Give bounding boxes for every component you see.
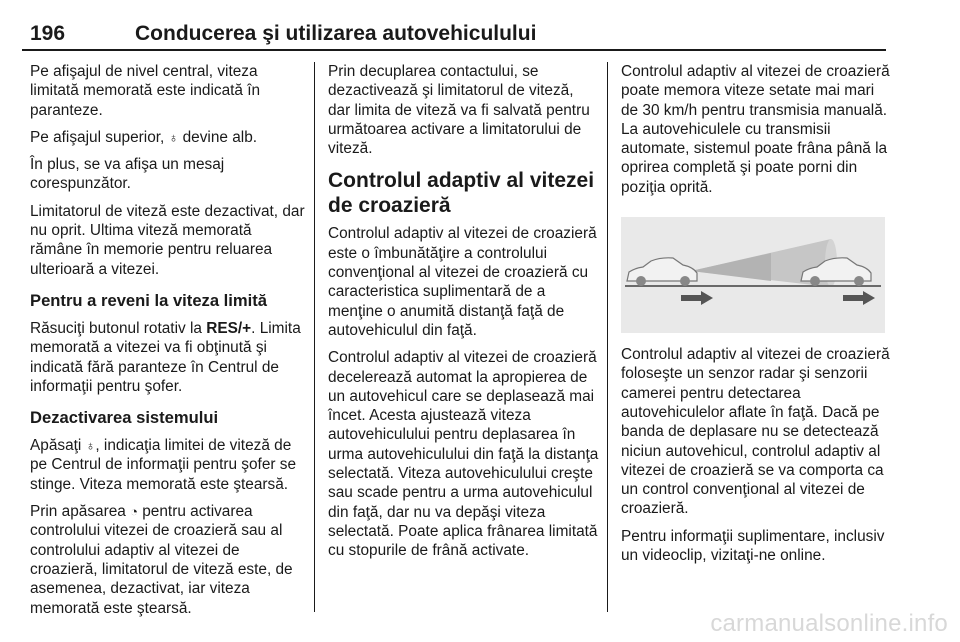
- paragraph: Controlul adaptiv al vitezei de croazieră decelerează automat la apropierea de un autovehicul care se deplasează mai încet. Acesta ajustează viteza autovehiculului pentru deplasarea în urma autovehiculului din faţă la distanţa selectată. Viteza autovehiculului creşte sau scade pentru a urma autovehiculul din faţă, dar nu va depăşi viteza selectată. Poate aplica frânarea limitată cu stopurile de frână activate.: [328, 349, 599, 560]
- text: Răsuciţi butonul rotativ la: [30, 319, 207, 337]
- text-column-3: [621, 62, 891, 573]
- speedometer-icon: ♁: [85, 438, 96, 454]
- page-number: 196: [30, 22, 66, 45]
- paragraph: În plus, se va afişa un mesaj corespunzător.: [30, 156, 225, 193]
- road-line: [625, 285, 881, 287]
- section-title: Controlul adaptiv al vitezei de croazieră: [328, 169, 595, 218]
- paragraph: Controlul adaptiv al vitezei de croazieră este o îmbunătăţire a controlului convenţional al vitezei de croazieră cu caracteristica suplimentară de a menţine o anumită distanţă faţă de autovehiculul din faţă.: [328, 225, 597, 339]
- text: devine alb.: [178, 128, 258, 146]
- page-header: [22, 0, 886, 50]
- header-divider: [22, 49, 886, 51]
- column-divider: [607, 62, 608, 612]
- text: Prin apăsarea: [30, 503, 131, 521]
- text-column-2: [328, 62, 600, 569]
- radar-illustration: [621, 217, 885, 333]
- section-heading: Pentru a reveni la viteza limită: [30, 290, 268, 310]
- column-divider: [314, 62, 315, 612]
- paragraph: Prin decuplarea contactului, se dezactivează şi limitatorul de viteză, dar limita de viteză va fi salvată pentru următoarea activare a limitatorului de viteză.: [328, 63, 590, 158]
- text: pentru activarea controlului vitezei de croazieră sau al controlului adaptiv al vitezei de croazieră, limitatorul de viteză este, de asemenea, dezactivat, iar viteza memorată este ştearsă.: [30, 503, 293, 617]
- text: Pe afişajul superior,: [30, 128, 169, 146]
- paragraph: [30, 319, 306, 396]
- page-title: Conducerea şi utilizarea autovehiculului: [135, 22, 537, 45]
- speedometer-icon: ♁: [168, 129, 179, 145]
- radar-diagram: [621, 217, 885, 333]
- watermark: carmanualsonline.info: [710, 610, 948, 637]
- text: . Limita memorată a vitezei va fi obţinută şi indicată fără paranteze în Centrul de informaţii pentru şofer.: [30, 319, 301, 395]
- paragraph: Controlul adaptiv al vitezei de croazieră poate memora viteze setate mai mari de 30 km/h pentru transmisia manuală. La autovehiculele cu transmisii automate, sistemul poate frâna până la oprirea completă şi poate porni din poziţia oprită.: [621, 63, 890, 196]
- cruise-control-icon: ◔: [130, 504, 138, 520]
- paragraph: [30, 502, 306, 618]
- paragraph: Limitatorul de viteză este dezactivat, dar nu oprit. Ultima viteză memorată rămâne în memorie pentru reluarea ulterioară a vitezei.: [30, 202, 305, 278]
- text: , indicaţia limitei de viteză de pe Centrul de informaţii pentru şofer se stinge. Viteza memorată este ştearsă.: [30, 437, 297, 493]
- text-column-1: [30, 62, 306, 626]
- paragraph: [30, 436, 306, 494]
- paragraph: Pe afişajul de nivel central, viteza limitată memorată este indicată în paranteze.: [30, 63, 261, 119]
- paragraph: [30, 128, 306, 147]
- section-heading: Dezactivarea sistemului: [30, 408, 219, 428]
- paragraph: Controlul adaptiv al vitezei de croazieră foloseşte un senzor radar şi senzorii camerei pentru detectarea autovehiculelor aflate în faţă. Dacă pe banda de deplasare nu se detectează niciun autovehicul, controlul adaptiv al vitezei de croazieră se va comporta ca un control convenţional al vitezei de croazieră.: [621, 346, 890, 518]
- text: Apăsaţi: [30, 437, 86, 455]
- button-label-res: RES/+: [206, 319, 252, 337]
- paragraph: Pentru informaţii suplimentare, inclusiv un videoclip, vizitaţi-ne online.: [621, 527, 885, 565]
